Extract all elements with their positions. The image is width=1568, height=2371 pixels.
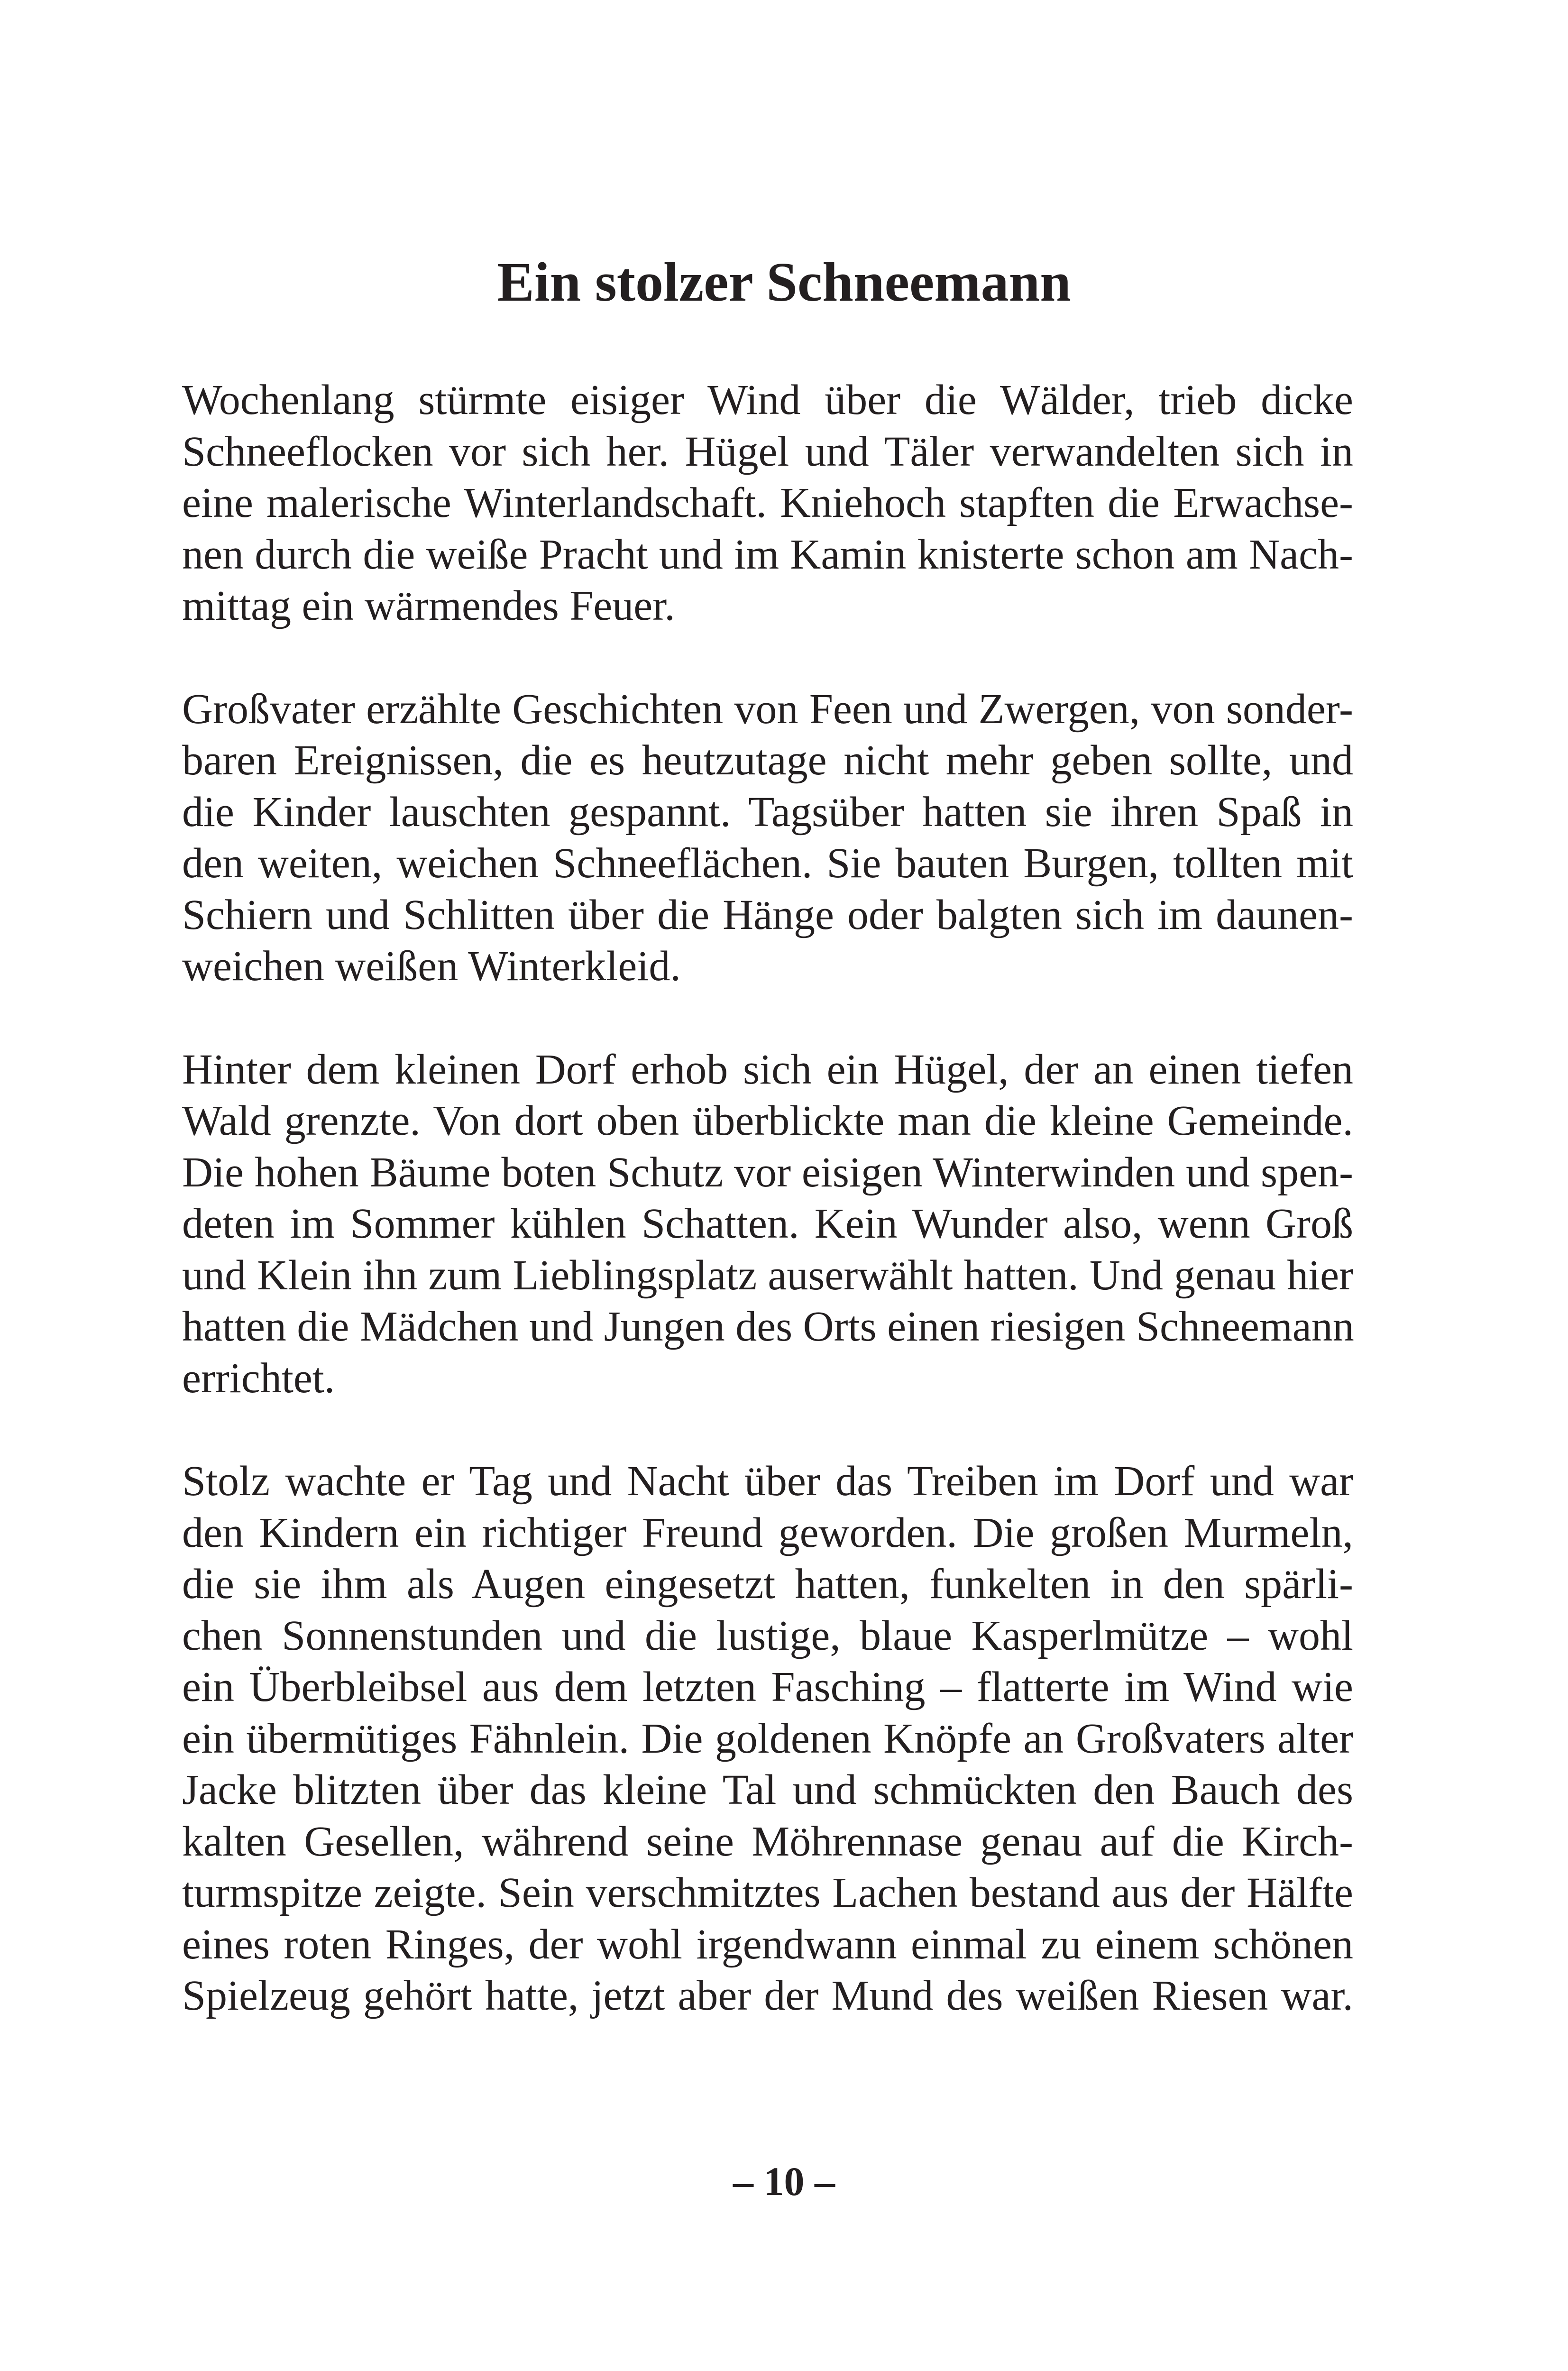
text-line: Wald grenzte. Von dort oben überblickte man die kleine Gemeinde. bbox=[182, 1097, 1353, 1144]
paragraph-1 bbox=[182, 375, 1353, 632]
text-line: Hinter dem kleinen Dorf erhob sich ein Hügel, der an einen tiefen bbox=[182, 1046, 1353, 1093]
paragraph-3 bbox=[182, 1044, 1353, 1405]
text-line: turmspitze zeigte. Sein verschmitztes Lachen bestand aus der Hälfte bbox=[182, 1869, 1353, 1916]
text-line: Spielzeug gehört hatte, jetzt aber der Mund des weißen Riesen war. bbox=[182, 1972, 1353, 2019]
text-line: weichen weißen Winterkleid. bbox=[182, 943, 681, 990]
text-line: kalten Gesellen, während seine Möhrennase genau auf die Kirch- bbox=[182, 1818, 1353, 1865]
text-line: eines roten Ringes, der wohl irgendwann einmal zu einem schönen bbox=[182, 1921, 1353, 1968]
text-line: Die hohen Bäume boten Schutz vor eisigen Winterwinden und spen- bbox=[182, 1149, 1353, 1196]
text-line: mittag ein wärmendes Feuer. bbox=[182, 582, 675, 629]
text-line: eine malerische Winterlandschaft. Kniehoch stapften die Erwachse- bbox=[182, 479, 1353, 526]
body-text bbox=[182, 375, 1353, 2074]
page-number: – 10 – bbox=[733, 2159, 835, 2204]
text-line: ein Überbleibsel aus dem letzten Fasching – flatterte im Wind wie bbox=[182, 1663, 1353, 1710]
text-line: Schneeflocken vor sich her. Hügel und Täler verwandelten sich in bbox=[182, 428, 1353, 475]
text-line: Jacke blitzten über das kleine Tal und schmückten den Bauch des bbox=[182, 1766, 1353, 1813]
paragraph-2 bbox=[182, 684, 1353, 993]
text-line: die Kinder lauschten gespannt. Tagsüber hatten sie ihren Spaß in bbox=[182, 788, 1353, 836]
chapter-title: Ein stolzer Schneemann bbox=[497, 251, 1071, 313]
text-line: den Kindern ein richtiger Freund geworden. Die großen Murmeln, bbox=[182, 1509, 1353, 1556]
text-line: deten im Sommer kühlen Schatten. Kein Wunder also, wenn Groß bbox=[182, 1200, 1353, 1247]
text-line: baren Ereignissen, die es heutzutage nicht mehr geben sollte, und bbox=[182, 737, 1353, 784]
text-line: Großvater erzählte Geschichten von Feen und Zwergen, von sonder- bbox=[182, 685, 1353, 733]
text-line: den weiten, weichen Schneeflächen. Sie bauten Burgen, tollten mit bbox=[182, 840, 1353, 887]
text-line: hatten die Mädchen und Jungen des Orts einen riesigen Schneemann bbox=[182, 1303, 1354, 1350]
text-line: nen durch die weiße Pracht und im Kamin knisterte schon am Nach- bbox=[182, 531, 1353, 578]
paragraph-4 bbox=[182, 1456, 1353, 2022]
text-line: Schiern und Schlitten über die Hänge oder balgten sich im daunen- bbox=[182, 891, 1353, 938]
text-line: und Klein ihn zum Lieblingsplatz auserwählt hatten. Und genau hier bbox=[182, 1251, 1353, 1299]
text-line: die sie ihm als Augen eingesetzt hatten, funkelten in den spärli- bbox=[182, 1561, 1353, 1608]
text-line: chen Sonnenstunden und die lustige, blaue Kasperlmütze – wohl bbox=[182, 1612, 1353, 1659]
text-line: Stolz wachte er Tag und Nacht über das Treiben im Dorf und war bbox=[182, 1458, 1353, 1505]
text-line: errichtet. bbox=[182, 1354, 335, 1402]
text-line: ein übermütiges Fähnlein. Die goldenen Knöpfe an Großvaters alter bbox=[182, 1715, 1353, 1762]
text-line: Wochenlang stürmte eisiger Wind über die Wälder, trieb dicke bbox=[182, 377, 1353, 423]
